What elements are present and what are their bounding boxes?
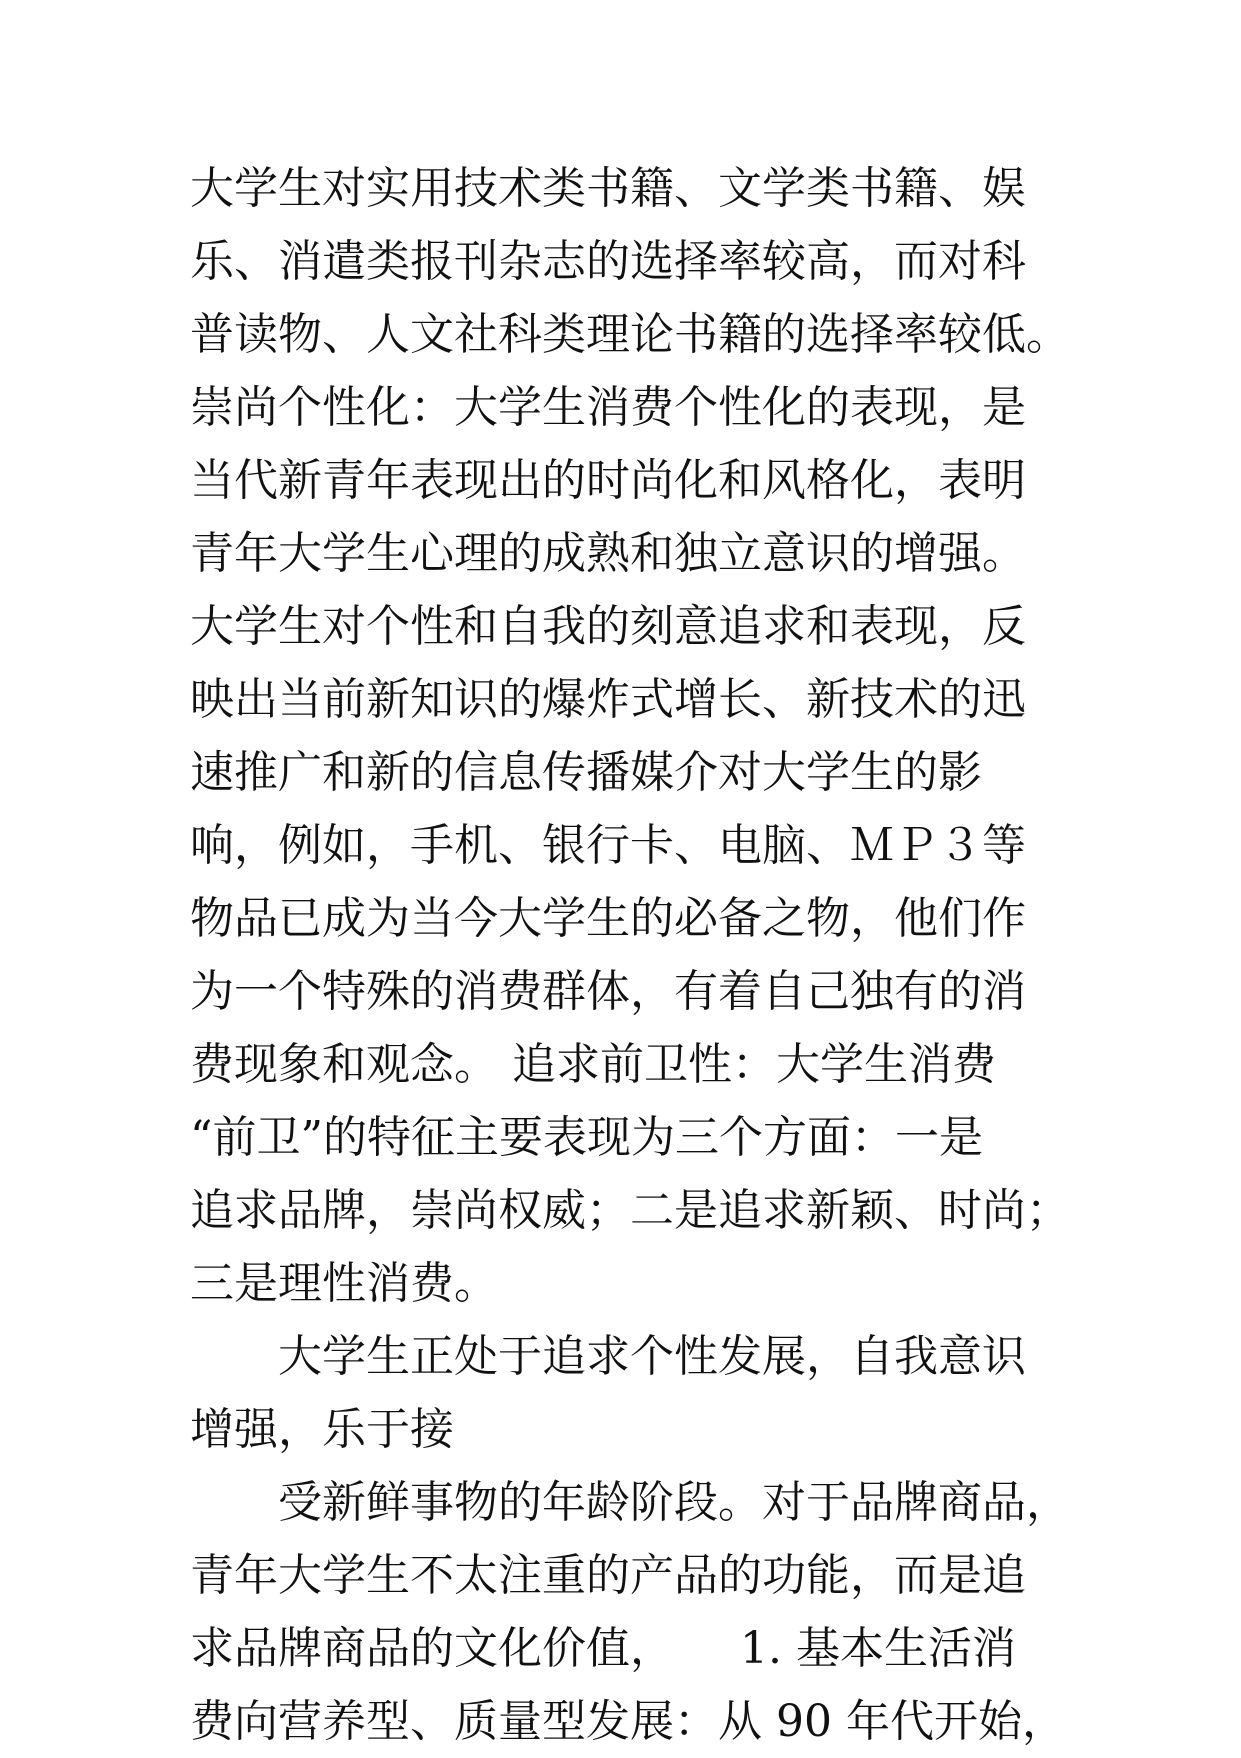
text-line: 青年大学生不太注重的产品的功能，而是追 xyxy=(190,1550,1026,1601)
text-line: 费向营养型、质量型发展：从 90 年代开始， xyxy=(190,1696,1066,1747)
text-line: “前卫”的特征主要表现为三个方面：一是 xyxy=(190,1112,983,1163)
text-line: 追求品牌，崇尚权威；二是追求新颖、时尚； xyxy=(190,1185,1070,1236)
text-line: 三是理性消费。 xyxy=(190,1258,498,1309)
text-line: 速推广和新的信息传播媒介对大学生的影 xyxy=(190,747,982,798)
text-line: 大学生正处于追求个性发展，自我意识 xyxy=(190,1331,1026,1382)
text-line: 乐、消遣类报刊杂志的选择率较高，而对科 xyxy=(190,236,1026,287)
text-line: 受新鲜事物的年龄阶段。对于品牌商品， xyxy=(190,1477,1070,1528)
text-line: 青年大学生心理的成熟和独立意识的增强。 xyxy=(190,528,1026,579)
text-line: 响，例如，手机、银行卡、电脑、ＭＰ３等 xyxy=(190,820,1026,871)
text-line: 大学生对实用技术类书籍、文学类书籍、娱 xyxy=(190,163,1026,214)
text-line: 普读物、人文社科类理论书籍的选择率较低。 xyxy=(190,309,1070,360)
text-line: 映出当前新知识的爆炸式增长、新技术的迅 xyxy=(190,674,1026,725)
text-line: 物品已成为当今大学生的必备之物，他们作 xyxy=(190,893,1026,944)
text-line: 为一个特殊的消费群体，有着自己独有的消 xyxy=(190,966,1026,1017)
text-line: 增强，乐于接 xyxy=(190,1404,454,1455)
text-line: 费现象和观念。 追求前卫性：大学生消费 xyxy=(190,1039,996,1090)
text-line: 崇尚个性化：大学生消费个性化的表现，是 xyxy=(190,382,1026,433)
text-line: 求品牌商品的文化价值， 1. 基本生活消 xyxy=(190,1623,1016,1674)
text-line: 大学生对个性和自我的刻意追求和表现，反 xyxy=(190,601,1026,652)
body-text xyxy=(190,152,1130,1758)
text-line: 当代新青年表现出的时尚化和风格化，表明 xyxy=(190,455,1026,506)
